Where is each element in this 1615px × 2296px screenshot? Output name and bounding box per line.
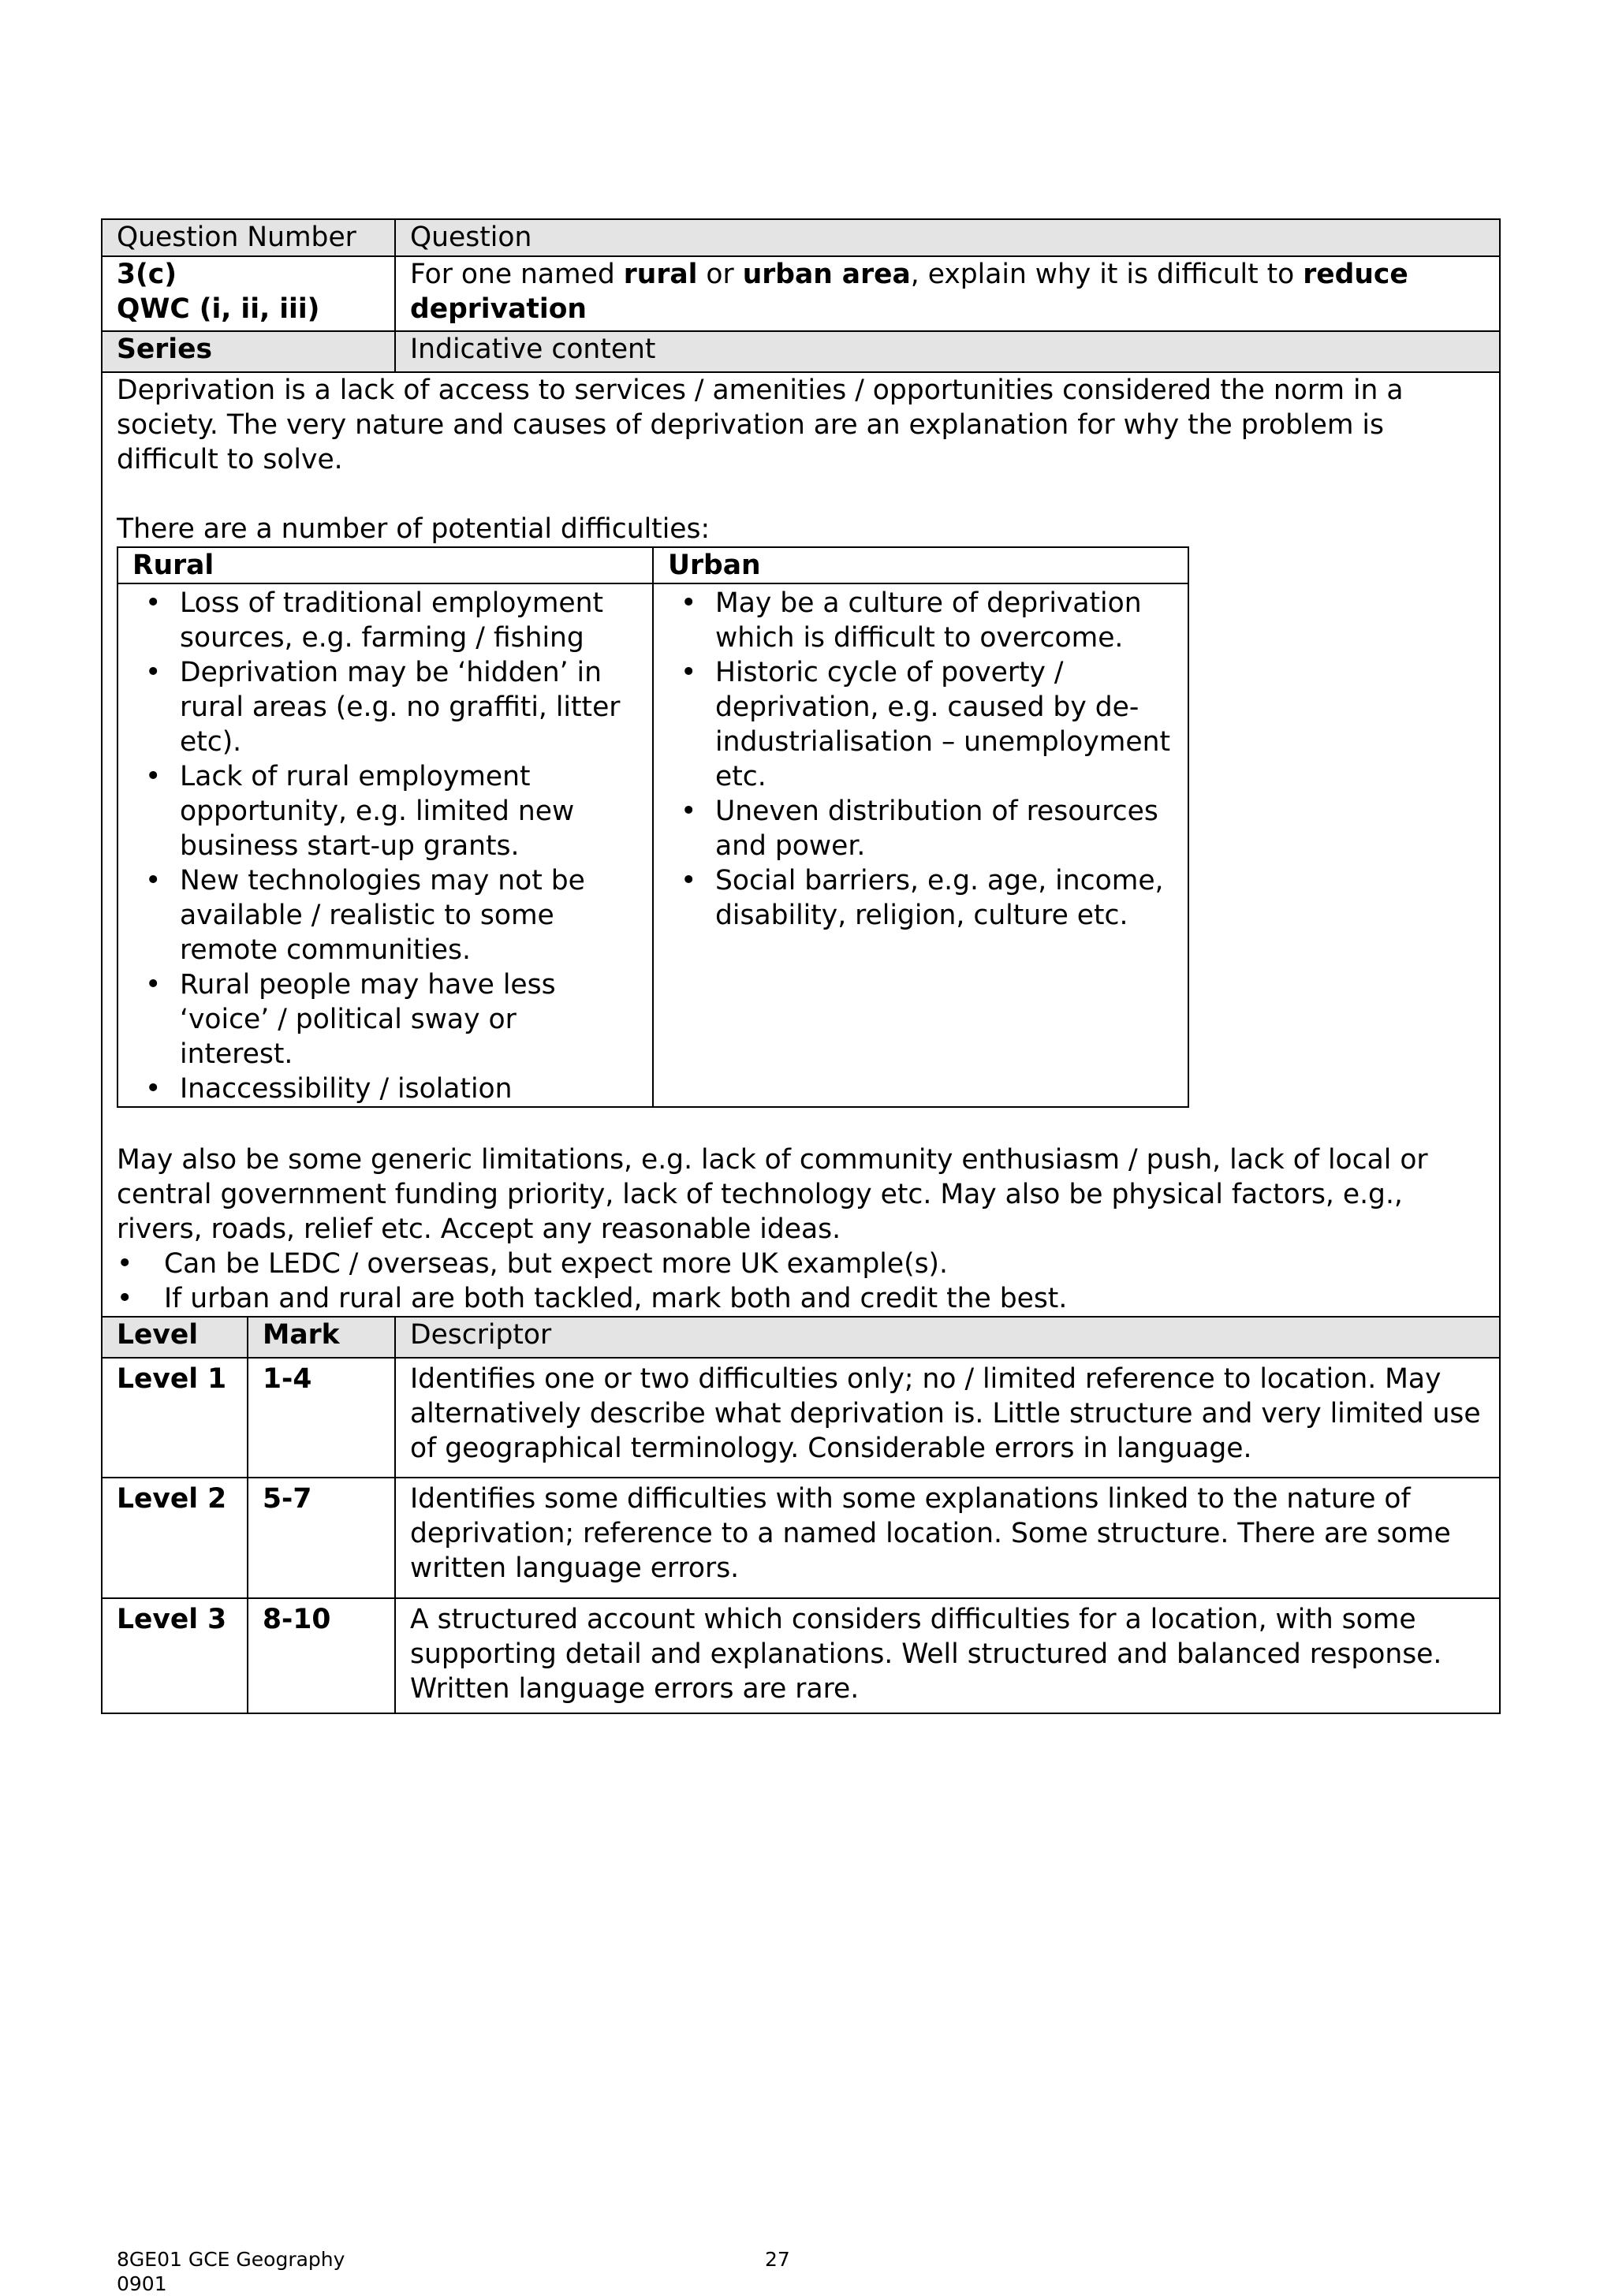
urban-points-list xyxy=(668,586,1173,933)
levels-header-row xyxy=(102,1317,1500,1358)
rural-urban-table xyxy=(117,546,1189,1108)
level-descriptor: A structured account which considers difficulties for a location, with some supporting detail and explanations. Well structured and balanced response. Written language errors are rare. xyxy=(395,1598,1500,1713)
question-row xyxy=(102,256,1500,331)
level-mark: 1-4 xyxy=(248,1358,395,1478)
question-keyword: urban area xyxy=(742,259,911,290)
rural-points-cell xyxy=(117,583,653,1107)
question-text-part: , explain why it is difficult to xyxy=(910,259,1304,290)
indicative-content-label: Indicative content xyxy=(395,331,1500,372)
question-number-cell xyxy=(102,256,395,331)
urban-heading: Urban xyxy=(653,547,1188,583)
level-descriptor: Identifies one or two difficulties only; no / limited reference to location. May alternatively describe what deprivation is. Little structure and very limited use of geographical terminology. Considerable errors in language. xyxy=(395,1358,1500,1478)
rural-point: • Inaccessibility / isolation xyxy=(132,1072,638,1106)
rural-point: • Rural people may have less ‘voice’ / political sway or interest. xyxy=(132,967,638,1072)
rural-points-list xyxy=(132,586,638,1106)
level-mark: 8-10 xyxy=(248,1598,395,1713)
question-text-part: For one named xyxy=(410,259,624,290)
question-keyword: rural xyxy=(623,259,698,290)
level-header: Level xyxy=(102,1317,248,1358)
question-header: Question xyxy=(395,219,1500,256)
urban-point: • Uneven distribution of resources and power. xyxy=(668,794,1173,863)
question-keyword: reduce deprivation xyxy=(410,259,1408,325)
rural-point: • Loss of traditional employment sources, e.g. farming / fishing xyxy=(132,586,638,655)
question-text-part: or xyxy=(697,259,743,290)
descriptor-header: Descriptor xyxy=(395,1317,1500,1358)
series-row xyxy=(102,331,1500,372)
difficulties-intro: There are a number of potential difficulties: xyxy=(117,513,711,545)
mark-scheme-table xyxy=(101,218,1501,1714)
question-number-header: Question Number xyxy=(102,219,395,256)
rural-point: • Lack of rural employment opportunity, e.g. limited new business start-up grants. xyxy=(132,759,638,863)
urban-point: • May be a culture of deprivation which is difficult to overcome. xyxy=(668,586,1173,655)
generic-limitations: May also be some generic limitations, e.g. lack of community enthusiasm / push, lack of local or central government funding priority, lack of technology etc. May also be physical factors, e.g., rivers, roads, relief etc. Accept any reasonable ideas. xyxy=(117,1144,1428,1245)
page-number: 27 xyxy=(765,2248,790,2271)
qwc-label: QWC (i, ii, iii) xyxy=(117,293,320,325)
level-label: Level 2 xyxy=(102,1478,248,1598)
rural-point: • Deprivation may be ‘hidden’ in rural areas (e.g. no graffiti, litter etc). xyxy=(132,655,638,759)
mark-header: Mark xyxy=(248,1317,395,1358)
level-descriptor: Identifies some difficulties with some explanations linked to the nature of deprivation; reference to a named location. Some structure. There are some written language errors. xyxy=(395,1478,1500,1598)
question-number: 3(c) xyxy=(117,259,177,290)
marking-note: • If urban and rural are both tackled, mark both and credit the best. xyxy=(117,1281,1485,1316)
level-row xyxy=(102,1598,1500,1713)
level-label: Level 1 xyxy=(102,1358,248,1478)
footer-code: 8GE01 GCE Geography xyxy=(117,2248,345,2271)
marking-notes xyxy=(117,1247,1485,1316)
indicative-content xyxy=(102,372,1500,1317)
intro-paragraph: Deprivation is a lack of access to services / amenities / opportunities considered the norm in a society. The very nature and causes of deprivation are an explanation for why the problem is difficult to solve. xyxy=(117,375,1404,475)
content-row xyxy=(102,372,1500,1317)
level-mark: 5-7 xyxy=(248,1478,395,1598)
level-label: Level 3 xyxy=(102,1598,248,1713)
rural-heading: Rural xyxy=(117,547,653,583)
urban-point: • Historic cycle of poverty / deprivation, e.g. caused by de-industrialisation – unemployment etc. xyxy=(668,655,1173,794)
urban-point: • Social barriers, e.g. age, income, disability, religion, culture etc. xyxy=(668,863,1173,933)
footer-date: 0901 xyxy=(117,2272,167,2295)
question-text xyxy=(395,256,1500,331)
header-row xyxy=(102,219,1500,256)
level-row xyxy=(102,1478,1500,1598)
level-row xyxy=(102,1358,1500,1478)
rural-point: • New technologies may not be available / realistic to some remote communities. xyxy=(132,863,638,967)
marking-note: • Can be LEDC / overseas, but expect more UK example(s). xyxy=(117,1247,1485,1281)
series-label: Series xyxy=(102,331,395,372)
urban-points-cell xyxy=(653,583,1188,1107)
